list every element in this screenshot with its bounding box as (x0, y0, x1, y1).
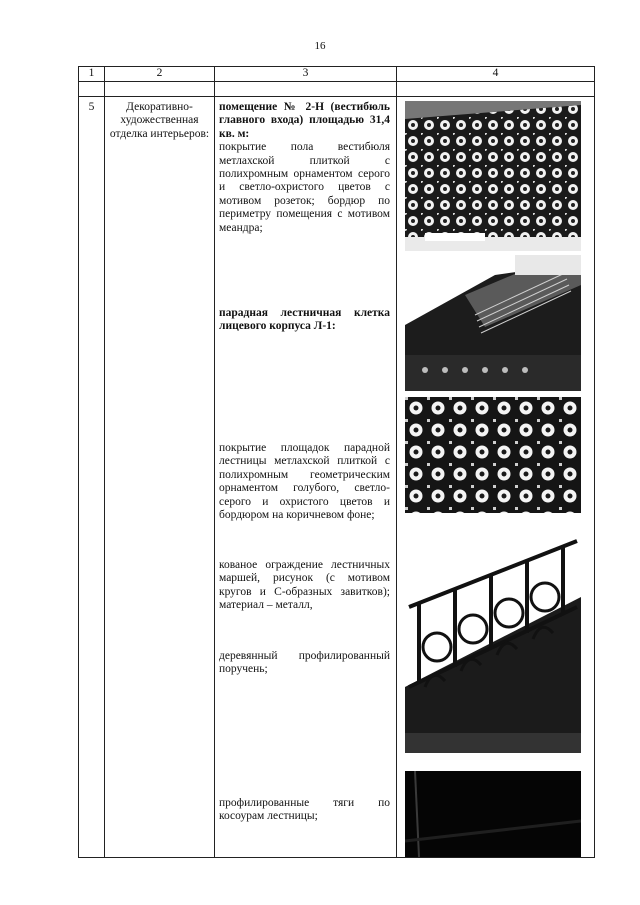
landing-tile-photo (405, 397, 581, 513)
header-row (79, 67, 595, 82)
spacer-row (79, 82, 595, 97)
railing-text: кованое ограждение лестничных маршей, рисунок (с мотивом кругов и С-образных завитков); материал – металл, (219, 559, 390, 612)
monument-table (78, 66, 595, 858)
header-col-2: 2 (105, 67, 215, 82)
vestibule-block (219, 101, 390, 235)
vestibule-heading: помещение № 2-Н (вестибюль главного входа) площадью 31,4 кв. м: (219, 101, 390, 140)
row-photos-cell (397, 97, 595, 858)
vestibule-floor-text: покрытие пола вестибюля метлахской плиткой с полихромным орнаментом серого и светло-охристого цветов с мотивом розеток; бордюр по периметру помещения с мотивом меандра; (219, 141, 390, 234)
vestibule-floor-photo (405, 101, 581, 251)
table-row (79, 97, 595, 858)
header-col-1: 1 (79, 67, 105, 82)
row-number: 5 (79, 97, 105, 858)
stringer-photo (405, 771, 581, 857)
staircase-photo (405, 255, 581, 391)
header-col-4: 4 (397, 67, 595, 82)
page-number: 16 (314, 40, 326, 52)
row-category: Декоративно-художественная отделка интерьеров: (105, 97, 215, 858)
staircase-heading: парадная лестничная клетка лицевого корпуса Л-1: (219, 307, 390, 333)
stringer-moulding-text: профилированные тяги по косоурам лестницы; (219, 797, 390, 823)
handrail-text: деревянный профилированный поручень; (219, 650, 390, 676)
railing-photo (405, 537, 581, 753)
header-col-3: 3 (215, 67, 397, 82)
row-description-cell (215, 97, 397, 858)
landing-floor-text: покрытие площадок парадной лестницы метлахской плиткой с полихромным геометрическим орнаментом голубого, светло-серого и охристого цветов и бордюром на коричневом фоне; (219, 442, 390, 522)
